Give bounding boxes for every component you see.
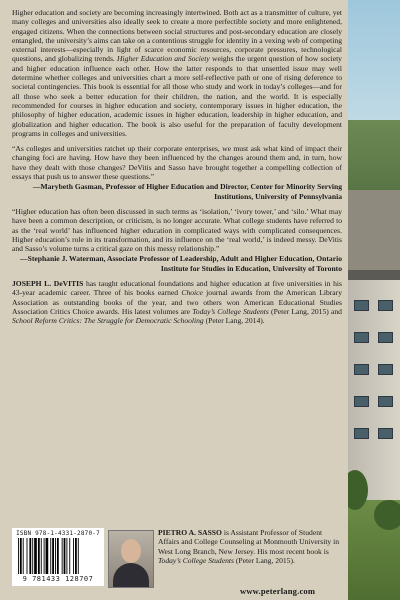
window	[354, 364, 369, 375]
isbn-text: ISBN 978-1-4331-2870-7	[16, 530, 100, 537]
window	[378, 428, 393, 439]
bush	[374, 500, 400, 530]
window	[378, 364, 393, 375]
author-name: PIETRO A. SASSO	[158, 528, 222, 537]
publisher-website[interactable]: www.peterlang.com	[240, 586, 316, 596]
window	[378, 396, 393, 407]
barcode-digits: 9 781433 128707	[22, 575, 94, 583]
bio-text: (Peter Lang, 2015) and	[268, 306, 342, 316]
blurb-attribution: —Marybeth Gasman, Professor of Higher Education and Director, Center for Minority Serving Institutions, University of Pennsylvania	[32, 182, 342, 201]
window	[354, 396, 369, 407]
sky	[348, 0, 400, 140]
blurb-attribution: —Stephanie J. Waterman, Associate Professor of Leadership, Adult and Higher Education, Ontario Institute for Studies in Education, University of Toronto	[20, 254, 342, 273]
description-part-1: Higher education and society are becoming increasingly intertwined. Both act as a transmitter of culture, yet many colleges and universities also ideally seek to create a more perfectible society and more enlightened, engaged citizens. When the connections between social structures and post-secondary education are closely entangled, the university’s aims can take on a contentious struggle for identity in a vexing web of competing external interests—especially in light of scarce economic resources, corporate pressures, technological questions, and globalizing trends.	[12, 8, 342, 64]
blurb-gasman	[12, 144, 342, 201]
roofline	[348, 270, 400, 280]
window	[378, 300, 393, 311]
bio-text: is Assistant Professor of Student Affairs and College Counseling at Monmouth University in West Long Branch, New Jersey. His most recent book is	[158, 528, 340, 556]
blurb-waterman	[12, 207, 342, 273]
campus-photo	[348, 0, 400, 600]
window	[354, 300, 369, 311]
window	[354, 428, 369, 439]
window	[378, 332, 393, 343]
book-title-inline: Higher Education and Society	[117, 54, 210, 64]
building	[348, 280, 400, 500]
description-paragraph	[12, 8, 342, 138]
bio-devitis	[12, 279, 342, 325]
low-building	[348, 190, 400, 270]
photo-shoulders	[113, 563, 149, 587]
book-title: Today’s College Students	[192, 306, 269, 316]
bio-text: has taught educational foundations and higher education at five universities in his 43-year academic career. Three of his books earned	[12, 279, 343, 298]
book-title: Today’s College Students	[158, 555, 234, 565]
bio-sasso	[158, 528, 344, 565]
bio-text: (Peter Lang, 2015).	[233, 555, 295, 565]
barcode-bars	[18, 538, 98, 574]
photo-head	[121, 539, 141, 563]
text-column	[12, 8, 342, 332]
bio-text: (Peter Lang, 2014).	[203, 316, 265, 326]
journal-name: Choice	[181, 288, 203, 298]
blurb-text: “Higher education has often been discussed in such terms as ‘isolation,’ ‘ivory tower,’ and ‘silo.’ What may have been a common description, or criticism, is no longer accurate. What college students have referred to as the ‘real world’ has influenced higher education in complicated ways with complicated consequences. Higher education’s role in its transformation, and its influence on the ‘real world,’ is indeed messy. DeVitis and Sasso’s volume turns a critical gaze on this messy relationship.”	[12, 206, 342, 254]
blurb-text: “As colleges and universities ratchet up their corporate enterprises, we must ask what kind of impact their changing foci are having. How have they been influenced by the changes around them and, in turn, how have they dealt with those changes? DeVitis and Sasso have brought together a compelling collection of essays that push us to answer these questions.”	[12, 144, 342, 182]
bio-text: journal awards from the American Library Association as outstanding books of the year, and two others won American Educational Studies Association Critics Choice awards. His latest volumes are	[12, 288, 343, 316]
book-title: School Reform Critics: The Struggle for Democratic Schooling	[12, 316, 204, 326]
author-name: JOSEPH L. DeVITIS	[12, 279, 84, 289]
barcode	[12, 528, 104, 586]
author-photo	[108, 530, 154, 588]
window	[354, 332, 369, 343]
description-part-2: weighs the urgent question of how society and higher education influence each other. How the latter responds to that unsettled issue may well determine whether colleges and universities chart a more self-reflective path or one of rising deference to societal contingencies. This book is essential for all those who study and work in today’s colleges—and for all those who seek a better education for their children, the nation, and the world. It is especially recommended for courses in higher education and society, contemporary issues in higher education, the philosophy of higher education, academic issues in higher education, leadership in higher education, and globalization and higher education. The book is also useful for the preparation of faculty development programs in colleges and universities.	[12, 54, 342, 138]
